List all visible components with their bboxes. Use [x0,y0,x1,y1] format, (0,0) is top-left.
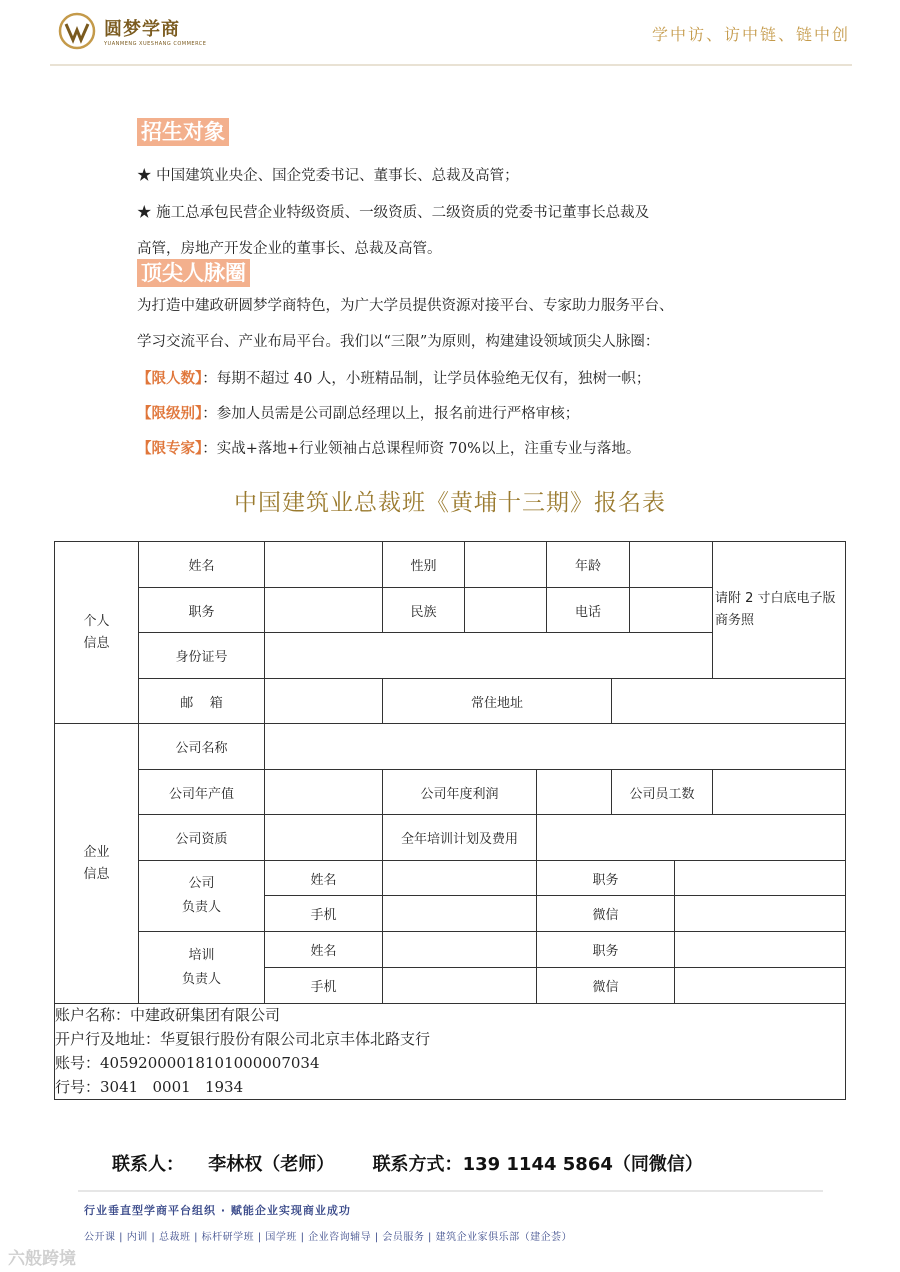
rule-label: 【限级别】 [137,405,203,422]
email-label: 邮 箱 [138,678,264,723]
section-title-network: 顶尖人脉圈 [137,259,250,287]
training-head-position-label: 职务 [536,931,674,967]
header-slogan: 学中访、访中链、链中创 [651,25,850,44]
logo-name: 圆梦学商 [104,19,180,40]
qualification-label: 公司资质 [138,814,264,860]
page-header [0,0,900,66]
logo-icon [58,12,96,50]
training-head-label: 培训 负责人 [138,931,264,1003]
account-name: 账户名称：中建政研集团有限公司 [55,1006,281,1024]
annual-profit-label: 公司年度利润 [382,769,536,814]
account-number: 账号：40592000018101000007034 [55,1054,320,1072]
enrollment-item: ★ 施工总承包民营企业特级资质、一级资质、二级资质的党委书记董事长总裁及 [137,205,650,221]
footer-tagline: 行业垂直型学商平台组织 · 赋能企业实现商业成功 [84,1204,351,1217]
rule-text: ：参加人员需是公司副总经理以上，报名前进行严格审核； [202,406,580,422]
section-title-enrollment: 招生对象 [137,118,229,146]
training-head-mobile-label: 手机 [264,967,382,1003]
training-plan-label: 全年培训计划及费用 [382,814,536,860]
photo-field[interactable]: 请附 2 寸白底电子版商务照 [712,541,846,678]
age-label: 年龄 [546,541,629,587]
rule-label: 【限专家】 [137,440,203,457]
personal-info-group: 个人 信息 [54,541,138,723]
rule-limit-count [137,367,650,388]
network-paragraph-line: 为打造中建政研圆梦学商特色，为广大学员提供资源对接平台、专家助力服务平台、 [137,298,674,314]
contact-person-label: 联系人： [112,1154,184,1175]
name-label: 姓名 [138,541,264,587]
logo-subtitle: YUANMENG XUESHANG COMMERCE [104,41,207,47]
contact-phone[interactable]: 139 1144 5864（同微信） [462,1154,703,1175]
contact-line [112,1150,703,1176]
annual-output-label: 公司年产值 [138,769,264,814]
address-label: 常住地址 [382,678,611,723]
training-head-wechat-label: 微信 [536,967,674,1003]
table-border [54,541,846,1100]
company-info-group: 企业 信息 [54,723,138,1003]
bank-number: 行号：3041 0001 1934 [55,1078,244,1096]
company-head-mobile-label: 手机 [264,895,382,931]
ethnicity-label: 民族 [382,587,464,632]
gender-label: 性别 [382,541,464,587]
brand-logo [58,12,206,50]
company-head-name-label: 姓名 [264,860,382,895]
rule-text: ：每期不超过 40 人，小班精品制，让学员体验绝无仅有，独树一帜； [202,371,651,387]
rule-text: ：实战+落地+行业领袖占总课程师资 70%以上，注重专业与落地。 [202,441,641,457]
registration-table [54,541,846,1100]
enrollment-item: ★ 中国建筑业央企、国企党委书记、董事长、总裁及高管； [137,168,519,184]
enrollment-item: 高管，房地产开发企业的董事长、总裁及高管。 [137,241,442,257]
id-card-label: 身份证号 [138,632,264,678]
header-divider [50,64,852,66]
company-name-label: 公司名称 [138,723,264,769]
footer-links[interactable]: 公开课 | 内训 | 总裁班 | 标杆研学班 | 国学班 | 企业咨询辅导 | 会员服务 | 建筑企业家俱乐部（建企荟） [84,1232,573,1243]
network-paragraph-line: 学习交流平台、产业布局平台。我们以“三限”为原则，构建建设领域顶尖人脉圈： [137,334,660,350]
company-head-position-label: 职务 [536,860,674,895]
rule-limit-experts [137,437,640,458]
rule-limit-level [137,402,579,423]
form-title: 中国建筑业总裁班《黄埔十三期》报名表 [234,490,666,516]
footer-divider [78,1190,823,1192]
position-label: 职务 [138,587,264,632]
bank-address: 开户行及地址：华夏银行股份有限公司北京丰体北路支行 [55,1030,431,1048]
phone-label: 电话 [546,587,629,632]
employees-label: 公司员工数 [611,769,712,814]
company-head-label: 公司 负责人 [138,860,264,931]
contact-method-label: 联系方式： [372,1154,463,1175]
contact-person: 李林权（老师） [208,1154,335,1175]
training-head-name-label: 姓名 [264,931,382,967]
watermark: 六般跨境 [8,1249,76,1269]
rule-label: 【限人数】 [137,370,203,387]
company-head-wechat-label: 微信 [536,895,674,931]
